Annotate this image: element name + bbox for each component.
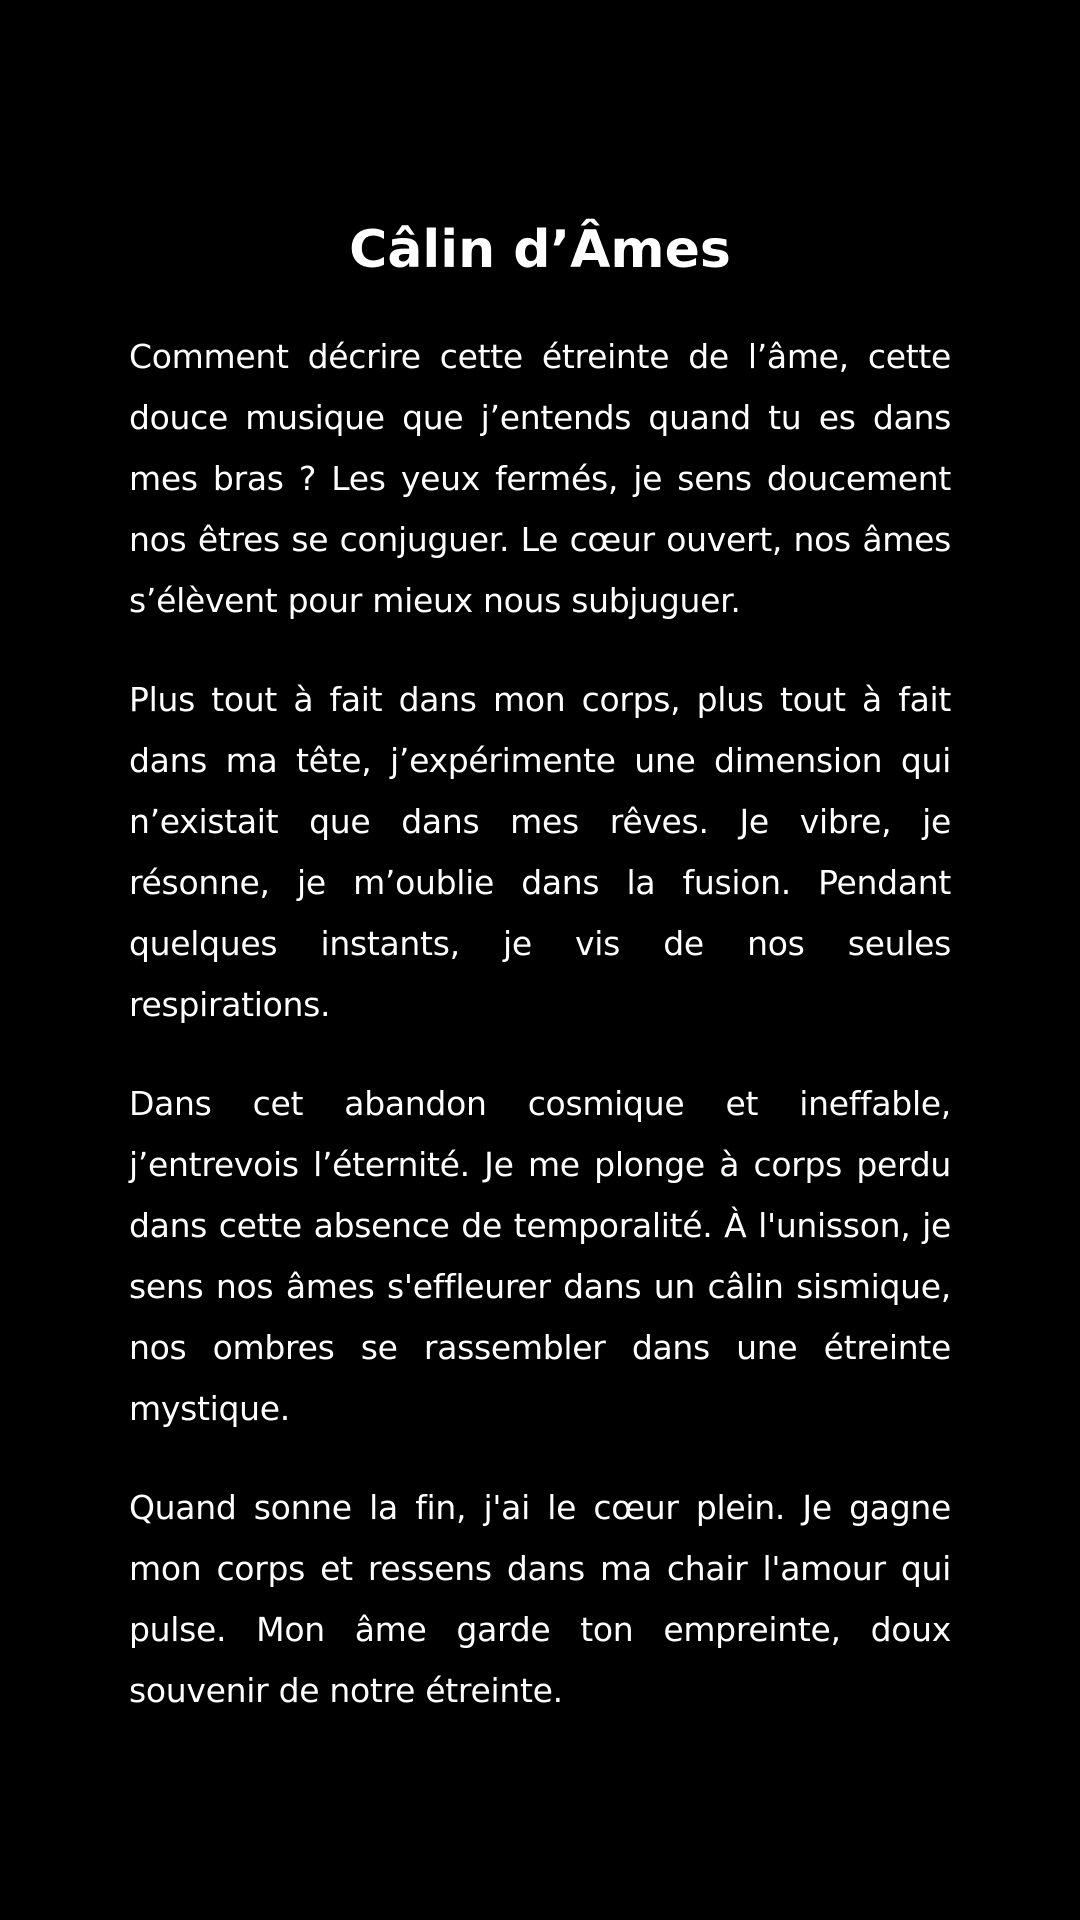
poem-body (129, 326, 951, 1721)
paragraph-1: Comment décrire cette étreinte de l’âme, cette douce musique que j’entends quand tu es dans mes bras ? Les yeux fermés, je sens doucement nos êtres se conjuguer. Le cœur ouvert, nos âmes s’élèvent pour mieux nous subjuguer. (129, 337, 951, 620)
poem-title: Câlin d’Âmes (349, 220, 731, 280)
paragraph-4: Quand sonne la fin, j'ai le cœur plein. Je gagne mon corps et ressens dans ma chair l'amour qui pulse. Mon âme garde ton empreinte, doux souvenir de notre étreinte. (129, 1488, 951, 1710)
paragraph-3: Dans cet abandon cosmique et ineffable, j’entrevois l’éternité. Je me plonge à corps perdu dans cette absence de temporalité. À l'unisson, je sens nos âmes s'effleurer dans un câlin sismique, nos ombres se rassembler dans une étreinte mystique. (129, 1084, 951, 1428)
paragraph-2: Plus tout à fait dans mon corps, plus tout à fait dans ma tête, j’expérimente une dimension qui n’existait que dans mes rêves. Je vibre, je résonne, je m’oublie dans la fusion. Pendant quelques instants, je vis de nos seules respirations. (129, 680, 951, 1024)
